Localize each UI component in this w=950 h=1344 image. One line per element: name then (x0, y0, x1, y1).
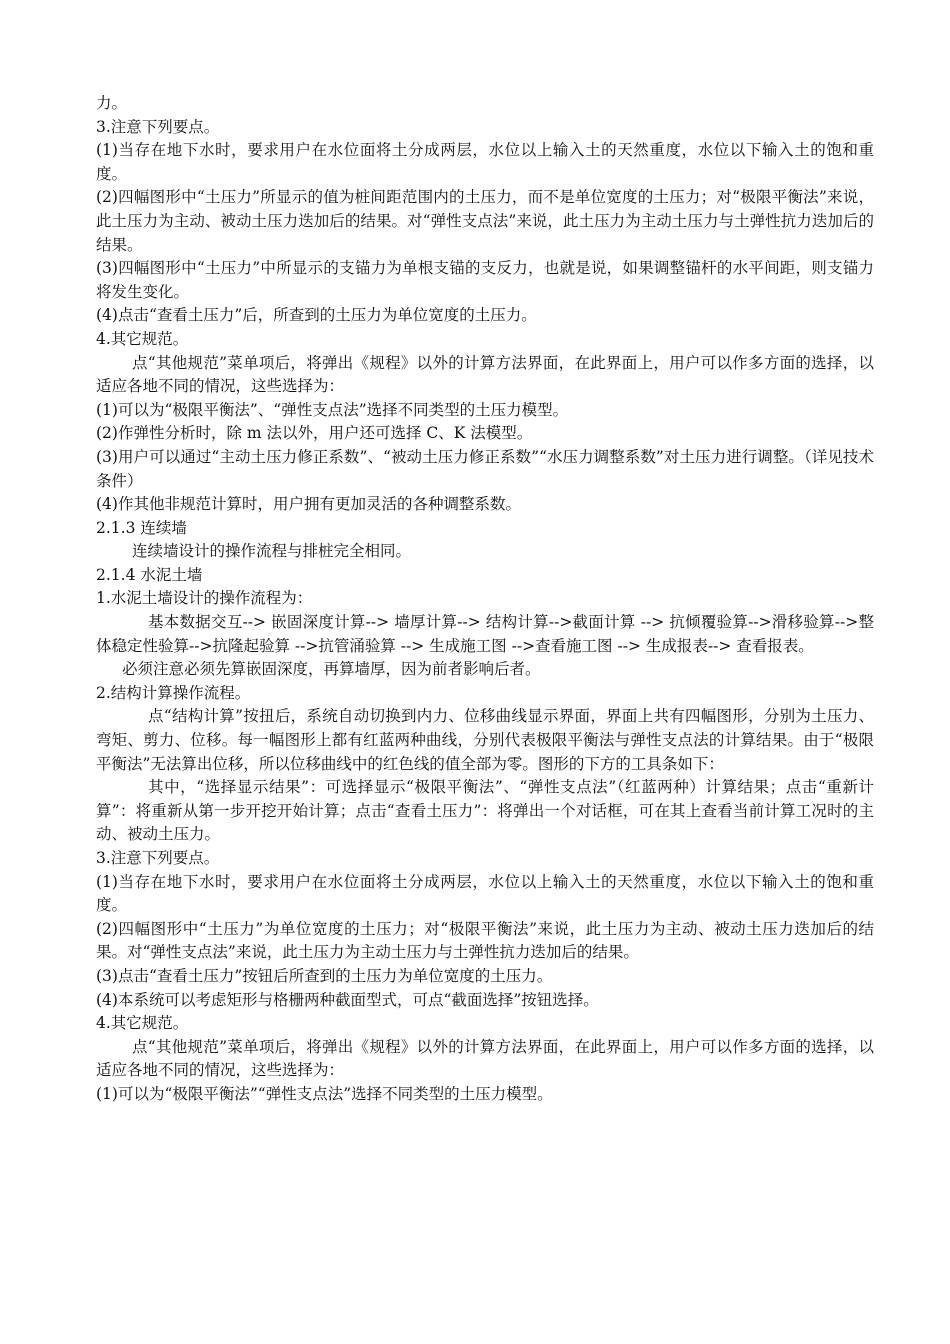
paragraph-23: (1)当存在地下水时，要求用户在水位面将土分成两层，水位以上输入土的天然重度，水位以下输入土的饱和重度。 (96, 872, 874, 915)
paragraph-25: (3)点击“查看土压力”按钮后所查到的土压力为单位宽度的土压力。 (96, 966, 553, 985)
paragraph-28: 点“其他规范”菜单项后，将弹出《规程》以外的计算方法界面，在此界面上，用户可以作多方面的选择，以适应各地不同的情况，这些选择为： (96, 1037, 874, 1080)
paragraph-6: (4)点击“查看土压力”后，所查到的土压力为单位宽度的土压力。 (96, 306, 537, 325)
paragraph-1: 力。 (96, 94, 128, 112)
paragraph-20: 点“结构计算”按扭后，系统自动切换到内力、位移曲线显示界面，界面上共有四幅图形，分别为土压力、弯矩、剪力、位移。每一幅图形上都有红蓝两种曲线，分别代表极限平衡法与弹性支点法的计算结果。由于“极限平衡法”无法算出位移，所以位移曲线中的红色线的值全部为零。图形的下方的工具条如下： (96, 707, 874, 773)
paragraph-3: (1)当存在地下水时，要求用户在水位面将土分成两层，水位以上输入土的天然重度，水位以下输入土的饱和重度。 (96, 141, 874, 183)
heading-notes-1: 3.注意下列要点。 (96, 117, 220, 136)
heading-other-specs-2: 4.其它规范。 (96, 1014, 189, 1033)
paragraph-10: (2)作弹性分析时，除 m 法以外，用户还可选择 C、K 法模型。 (96, 424, 533, 443)
paragraph-4: (2)四幅图形中“土压力”所显示的值为桩间距范围内的土压力，而不是单位宽度的土压力；对“极限平衡法”来说，此土压力为主动、被动土压力迭加后的结果。对“弹性支点法”来说，此土压力为主动土压力与土弹性抗力迭加后的结果。 (96, 188, 874, 254)
paragraph-11: (3)用户可以通过“主动土压力修正系数”、“被动土压力修正系数”“水压力调整系数”对土压力进行调整。（详见技术条件） (96, 447, 874, 490)
paragraph-9: (1)可以为“极限平衡法”、“弹性支点法”选择不同类型的土压力模型。 (96, 400, 569, 419)
paragraph-26: (4)本系统可以考虑矩形与格栅两种截面型式，可点“截面选择”按钮选择。 (96, 990, 599, 1009)
section-heading-2-1-3: 2.1.3 连续墙 (96, 518, 187, 537)
paragraph-8: 点“其他规范”菜单项后，将弹出《规程》以外的计算方法界面，在此界面上，用户可以作多方面的选择，以适应各地不同的情况，这些选择为： (96, 353, 874, 396)
heading-notes-2: 3.注意下列要点。 (96, 849, 220, 867)
paragraph-14: 连续墙设计的操作流程与排桩完全相同。 (132, 542, 412, 561)
paragraph-24: (2)四幅图形中“土压力”为单位宽度的土压力；对“极限平衡法”来说，此土压力为主动、被动土压力迭加后的结果。对“弹性支点法”来说，此土压力为主动土压力与土弹性抗力迭加后的结果。 (96, 919, 874, 962)
heading-structure-calc: 2.结构计算操作流程。 (96, 683, 251, 702)
paragraph-workflow-steps: 基本数据交互--> 嵌固深度计算--> 墙厚计算--> 结构计算-->截面计算 --> 抗倾覆验算-->滑移验算-->整体稳定性验算-->抗隆起验算 -->抗管涌验算 --> 生成施工图 -->查看施工图 --> 生成报表--> 查看报表。 (96, 613, 874, 655)
heading-other-specs-1: 4.其它规范。 (96, 329, 189, 348)
paragraph-21: 其中，“选择显示结果”：可选择显示“极限平衡法”、“弹性支点法”（红蓝两种）计算结果；点击“重新计算”：将重新从第一步开挖开始计算；点击“查看土压力”：将弹出一个对话框，可在其上查看当前计算工况时的主动、被动土压力。 (96, 778, 874, 844)
heading-workflow: 1.水泥土墙设计的操作流程为： (96, 589, 313, 608)
paragraph-29: (1)可以为“极限平衡法”“弹性支点法”选择不同类型的土压力模型。 (96, 1084, 553, 1103)
section-heading-2-1-4: 2.1.4 水泥土墙 (96, 565, 203, 584)
paragraph-18: 必须注意必须先算嵌固深度，再算墙厚，因为前者影响后者。 (122, 660, 541, 679)
document-page (96, 92, 874, 1107)
paragraph-5: (3)四幅图形中“土压力”中所显示的支锚力为单根支锚的支反力，也就是说，如果调整锚杆的水平间距，则支锚力将发生变化。 (96, 259, 874, 301)
paragraph-12: (4)作其他非规范计算时，用户拥有更加灵活的各种调整系数。 (96, 495, 521, 514)
